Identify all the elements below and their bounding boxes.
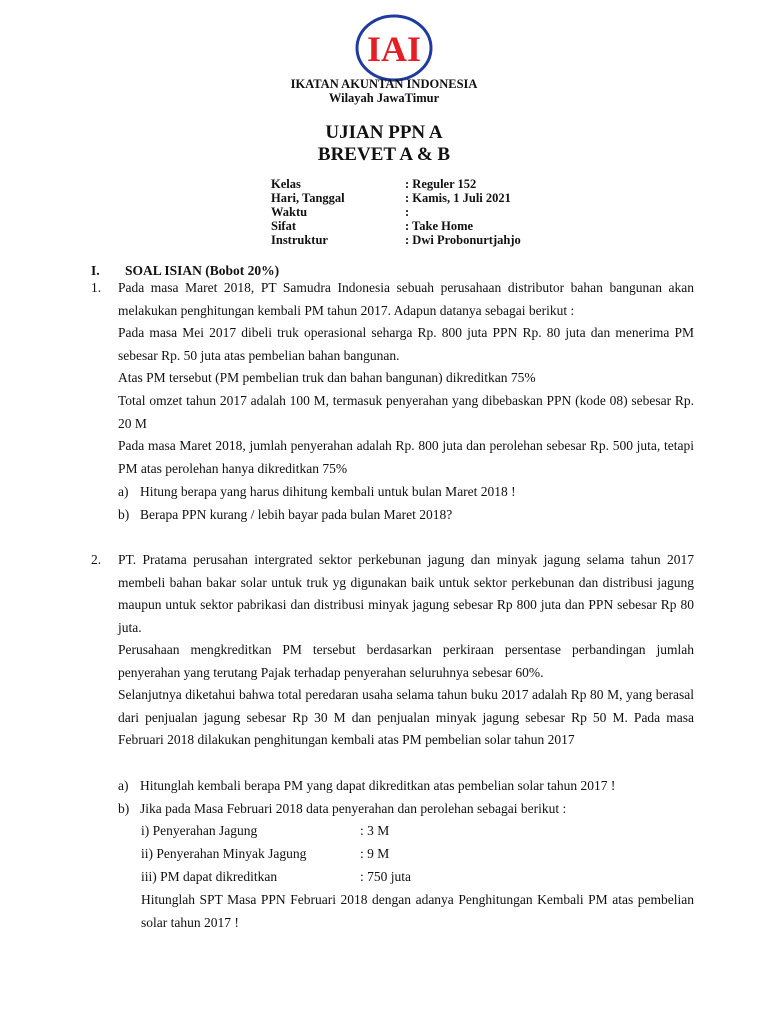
question-2-number: 2. [91, 552, 102, 567]
org-header [0, 77, 768, 105]
q1-item-b [118, 504, 452, 527]
info-row [271, 191, 591, 205]
q1-paragraph: Total omzet tahun 2017 adalah 100 M, termasuk penyerahan yang dibebaskan PPN (kode 08) sebesar Rp. 20 M [118, 393, 694, 431]
section-number: I. [91, 263, 100, 278]
q2-paragraph: PT. Pratama perusahan intergrated sektor perkebunan jagung dan minyak jagung selama tahun 2017 membeli bahan bakar solar untuk truk yg digunakan baik untuk sektor perkebunan dan distribusi jagung maupun untuk sektor pabrikasi dan distribusi minyak jagung sebesar Rp 800 juta dan PPN sebesar Rp 80 juta. [118, 552, 694, 635]
exam-title [0, 122, 768, 166]
iai-logo [355, 14, 433, 82]
exam-info-table [271, 177, 591, 247]
q1-paragraph: Atas PM tersebut (PM pembelian truk dan bahan bangunan) dikreditkan 75% [118, 370, 536, 385]
title-line-2: BREVET A & B [317, 144, 451, 165]
q2-paragraph: Perusahaan mengkreditkan PM tersebut berdasarkan perkiraan persentase perbandingan jumlah penyerahan yang terutang Pajak terhadap penyerahan seluruhnya sebesar 60%. [118, 642, 694, 680]
item-label: a) [118, 778, 129, 793]
logo-text: IAI [366, 29, 422, 69]
q2-closing: Hitunglah SPT Masa PPN Februari 2018 dengan adanya Penghitungan Kembali PM atas pembelian solar tahun 2017 ! [141, 892, 694, 930]
item-text: Hitung berapa yang harus dihitung kembali untuk bulan Maret 2018 ! [140, 484, 516, 499]
info-value: : Kamis, 1 Juli 2021 [405, 191, 511, 205]
q2-list-item [141, 866, 411, 889]
q2-list-item [141, 820, 390, 843]
item-text: Berapa PPN kurang / lebih bayar pada bulan Maret 2018? [140, 507, 453, 522]
item-text: Jika pada Masa Februari 2018 data penyerahan dan perolehan sebagai berikut : [140, 801, 567, 816]
info-row [271, 219, 591, 233]
item-label: b) [118, 801, 130, 816]
item-label: a) [118, 484, 129, 499]
info-label: Hari, Tanggal [271, 191, 345, 205]
list-label: iii) PM dapat dikreditkan [141, 869, 278, 884]
list-label: ii) Penyerahan Minyak Jagung [141, 846, 307, 861]
info-row [271, 205, 591, 219]
item-text: Hitunglah kembali berapa PM yang dapat dikreditkan atas pembelian solar tahun 2017 ! [140, 778, 616, 793]
info-value: : Reguler 152 [405, 177, 477, 191]
org-region: Wilayah JawaTimur [328, 91, 440, 105]
q2-item-b [118, 798, 566, 821]
q1-paragraph: Pada masa Mei 2017 dibeli truk operasional seharga Rp. 800 juta PPN Rp. 80 juta dan menerima PM sebesar Rp. 50 juta atas pembelian bahan bangunan. [118, 325, 694, 363]
info-label: Waktu [271, 205, 308, 219]
q2-list-item [141, 843, 390, 866]
list-label: i) Penyerahan Jagung [141, 823, 258, 838]
title-line-1: UJIAN PPN A [325, 122, 443, 143]
q2-paragraph: Selanjutnya diketahui bahwa total peredaran usaha selama tahun buku 2017 adalah Rp 80 M, yang berasal dari penjualan jagung sebesar Rp 30 M dan penjualan minyak jagung sebesar Rp 50 M. Pada masa Februari 2018 dilakukan penghitungan kembali atas PM pembelian solar tahun 2017 [118, 687, 694, 747]
org-name: IKATAN AKUNTAN INDONESIA [290, 77, 478, 91]
info-value: : [405, 205, 410, 219]
q1-paragraph: Pada masa Maret 2018, PT Samudra Indonesia sebuah perusahaan distributor bahan bangunan akan melakukan penghitungan kembali PM tahun 2017. Adapun datanya sebagai berikut : [118, 280, 694, 318]
list-value: : 750 juta [360, 869, 411, 884]
info-label: Sifat [271, 219, 296, 233]
info-label: Kelas [271, 177, 301, 191]
info-value: : Dwi Probonurtjahjo [405, 233, 521, 247]
q2-item-a [118, 775, 615, 798]
info-label: Instruktur [271, 233, 328, 247]
list-value: : 3 M [360, 823, 390, 838]
item-label: b) [118, 507, 130, 522]
list-value: : 9 M [360, 846, 390, 861]
question-1-number: 1. [91, 280, 102, 295]
q1-item-a [118, 481, 516, 504]
q1-paragraph: Pada masa Maret 2018, jumlah penyerahan adalah Rp. 800 juta dan perolehan sebesar Rp. 500 juta, tetapi PM atas perolehan hanya dikreditkan 75% [118, 438, 694, 476]
info-value: : Take Home [405, 219, 474, 233]
section-title: SOAL ISIAN (Bobot 20%) [125, 263, 280, 278]
info-row [271, 177, 591, 191]
info-row [271, 233, 591, 247]
